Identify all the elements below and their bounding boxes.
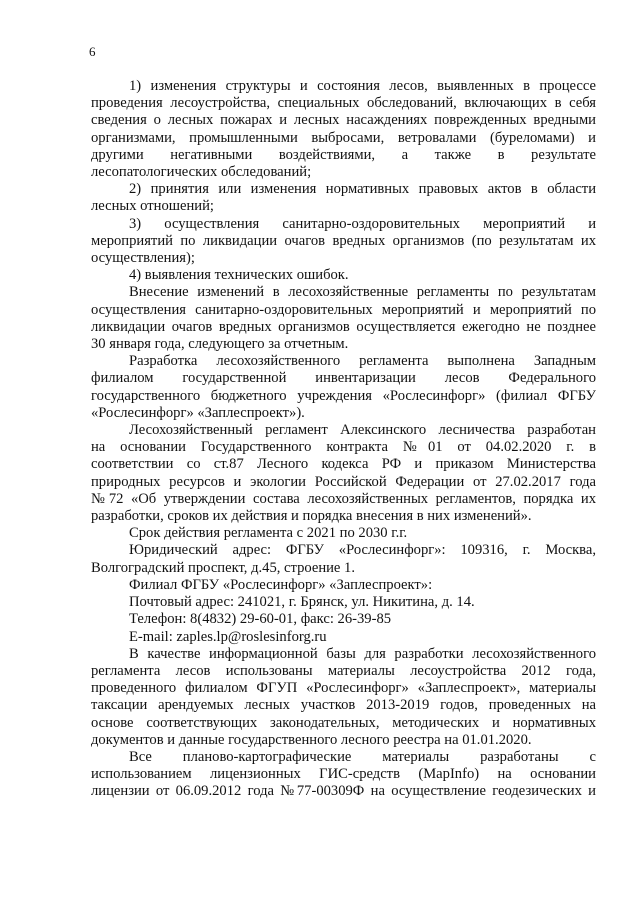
text-line: мероприятий по ликвидации очагов вредных организмов (по результатам их	[91, 232, 596, 249]
text-line: Волгоградский проспект, д.45, строение 1.	[91, 559, 356, 576]
text-line: 2) принятия или изменения нормативных правовых актов в области	[129, 181, 596, 198]
text-line: на основании Государственного контракта №01 от 04.02.2020 г. в	[91, 439, 596, 456]
text-line: №72 «Об утверждении состава лесохозяйственных регламентов, порядка их	[91, 490, 596, 507]
text-line: осуществления);	[91, 250, 195, 267]
text-line: регламента лесов использованы материалы лесоустройства 2012 года,	[91, 662, 596, 679]
text-line: Разработка лесохозяйственного регламента выполнена Западным	[129, 353, 596, 370]
text-line: использованием лицензионных ГИС-средств (MapInfo) на основании	[91, 766, 596, 783]
text-line: 1) изменения структуры и состояния лесов, выявленных в процессе	[129, 78, 596, 94]
text-line: Юридический адрес: ФГБУ «Рослесинфорг»: 109316, г. Москва,	[129, 542, 596, 559]
text-line: лесопатологических обследований;	[91, 164, 312, 181]
text-line: организмами, промышленными выбросами, ветровалами (буреломами) и	[91, 129, 596, 146]
text-line: основе соответствующих законодательных, методических и нормативных	[91, 714, 596, 731]
text-line: соответствии со ст.87 Лесного кодекса РФ и приказом Министерства	[91, 456, 596, 473]
text-line: государственного бюджетного учреждения «Рослесинфорг» (филиал ФГБУ	[91, 387, 596, 404]
text-line: Срок действия регламента с 2021 по 2030 г.г.	[129, 525, 408, 542]
text-line: другими негативными воздействиями, а также в результате	[91, 146, 596, 163]
text-line: таксации арендуемых лесных участков 2013-2019 годов, проведенных на	[91, 697, 596, 714]
document-body	[91, 78, 596, 801]
page-number: 6	[89, 44, 96, 59]
text-line: филиалом государственной инвентаризации лесов Федерального	[91, 370, 596, 387]
text-line: природных ресурсов и экологии Российской Федерации от 27.02.2017 года	[91, 473, 596, 490]
text-line: E-mail: zaples.lp@roslesinforg.ru	[129, 628, 327, 645]
text-line: 3) осуществления санитарно-оздоровительных мероприятий и	[129, 215, 596, 232]
text-line: Телефон: 8(4832) 29-60-01, факс: 26-39-85	[129, 611, 392, 628]
text-line: Все планово-картографические материалы разработаны с	[129, 748, 596, 765]
text-line: В качестве информационной базы для разработки лесохозяйственного	[129, 645, 596, 662]
text-line: Внесение изменений в лесохозяйственные регламенты по результатам	[129, 284, 596, 301]
text-line: 4) выявления технических ошибок.	[129, 267, 349, 284]
text-line: сведения о лесных пожарах и лесных насаждениях поврежденных вредными	[91, 112, 596, 129]
text-line: документов и данные государственного лесного реестра на 01.01.2020.	[91, 731, 532, 748]
text-line: Лесохозяйственный регламент Алексинского лесничества разработан	[129, 422, 596, 439]
text-line: Филиал ФГБУ «Рослесинфорг» «Заплеспроект»:	[129, 576, 433, 593]
text-line: лесных отношений;	[91, 198, 214, 215]
text-line: лицензии от 06.09.2012 года №77-00309Ф на осуществление геодезических и	[91, 783, 596, 800]
text-line: проведенного филиалом ФГУП «Рослесинфорг» «Заплеспроект», материалы	[91, 680, 596, 697]
text-line: Почтовый адрес: 241021, г. Брянск, ул. Никитина, д. 14.	[129, 594, 475, 611]
text-line: 30 января года, следующего за отчетным.	[91, 336, 349, 353]
text-line: осуществления санитарно-оздоровительных мероприятий и мероприятий по	[91, 301, 596, 318]
text-line: «Рослесинфорг» «Заплеспроект»).	[91, 404, 305, 421]
text-line: разработки, сроков их действия и порядка внесения в них изменений».	[91, 508, 532, 525]
text-line: проведения лесоустройства, специальных обследований, включающих в себя	[91, 95, 596, 112]
text-line: ликвидации очагов вредных организмов осуществляется ежегодно не позднее	[91, 318, 596, 335]
